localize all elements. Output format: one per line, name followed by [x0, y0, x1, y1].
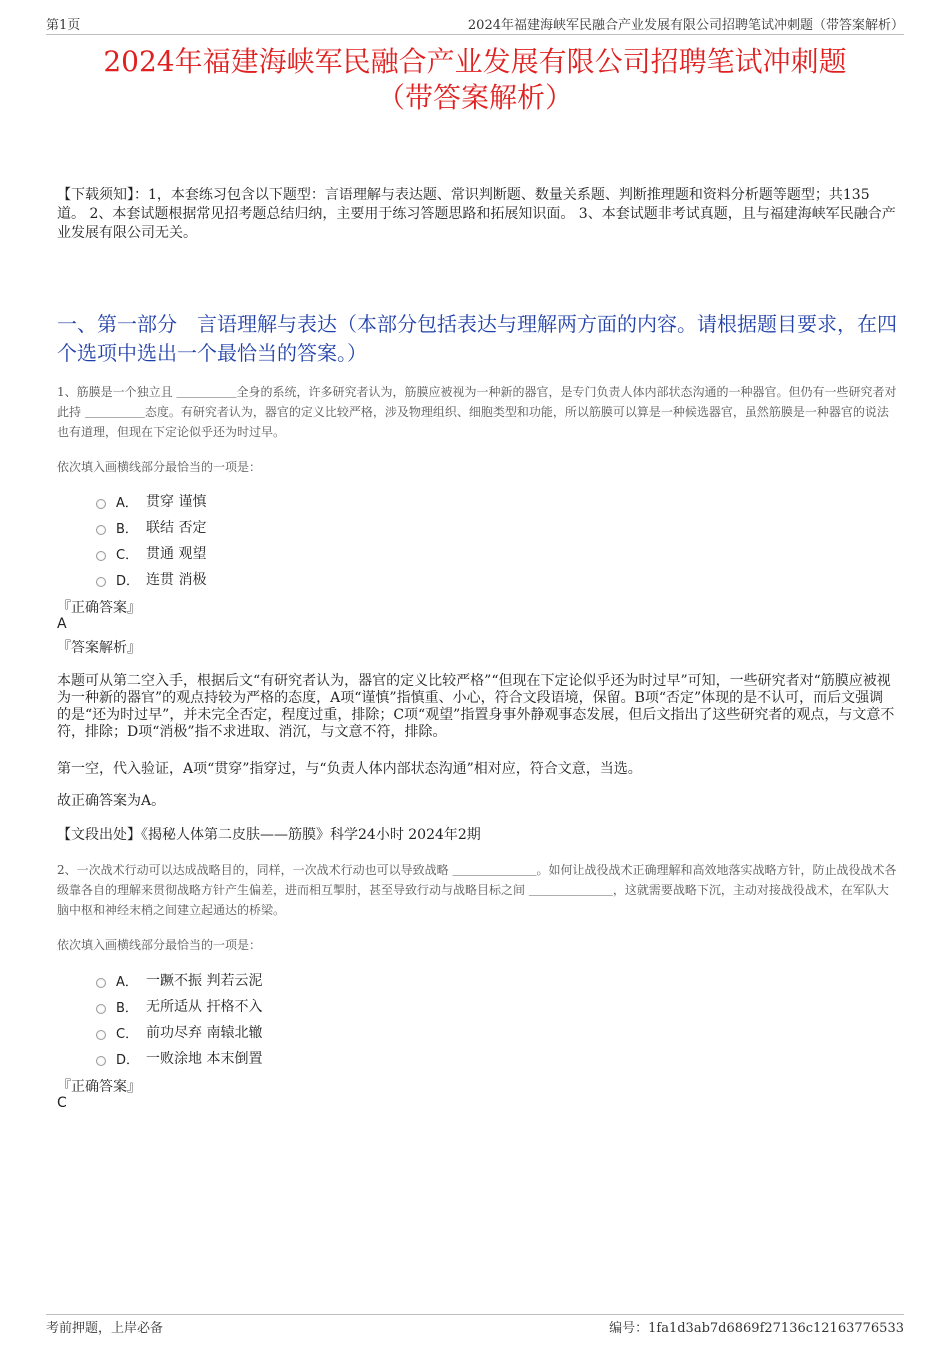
- analysis-paragraph-1: 本题可从第二空入手，根据后文“有研究者认为，器官的定义比较严格”“但现在下定论似乎还为时过早”可知，一些研究者对“筋膜应被视为一种新的器官”的观点持较为严格的态度，A项“谨慎”指慎重、小心，符合文段语境，保留。B项“否定”体现的是不认可，而后文强调的是“还为时过早”，并未完全否定，程度过重，排除；C项“观望”指置身事外静观事态发展，但后文指出了这些研究者的观点，与文意不符，排除；D项“消极”指不求进取、消沉，与文意不符，排除。: [57, 673, 895, 740]
- document-title: [40, 44, 910, 116]
- question-1-text: 1、筋膜是一个独立且 ＿＿＿＿＿全身的系统，许多研究者认为，筋膜应被视为一种新的器官，是专门负责人体内部状态沟通的一种器官。但仍有一些研究者对此持 ＿＿＿＿＿态度。有研究者认为，器官的定义比较严格，涉及物理组织、细胞类型和功能，所以筋膜可以算是一种候选器官，虽然筋膜是一种器官的说法也有道理，但现在下定论似乎还为时过早。: [57, 385, 897, 439]
- analysis-paragraph-2: 第一空，代入验证，A项“贯穿”指穿过，与“负责人体内部状态沟通”相对应，符合文意，当选。: [57, 761, 642, 777]
- question-2-prompt: 依次填入画横线部分最恰当的一项是：: [57, 938, 262, 952]
- option-letter: C．: [116, 547, 139, 563]
- option-text: 贯穿 谨慎: [146, 494, 207, 510]
- radio-icon[interactable]: [96, 1004, 106, 1014]
- page-number: 第1页: [46, 18, 81, 33]
- question-2-options: [96, 967, 262, 1071]
- radio-icon[interactable]: [96, 978, 106, 988]
- radio-icon[interactable]: [96, 499, 106, 509]
- answer-label: 『正确答案』: [57, 1079, 141, 1095]
- radio-icon[interactable]: [96, 1056, 106, 1066]
- option-text: 前功尽弃 南辕北辙: [146, 1025, 263, 1041]
- radio-icon[interactable]: [96, 525, 106, 535]
- analysis-label: 『答案解析』: [57, 640, 141, 656]
- question-1-prompt: 依次填入画横线部分最恰当的一项是：: [57, 460, 262, 474]
- option-letter: C．: [116, 1026, 139, 1042]
- option-a[interactable]: [96, 488, 206, 514]
- question-2-text: 2、一次战术行动可以达成战略目的，同样，一次战术行动也可以导致战略 ＿＿＿＿＿＿＿。如何让战役战术正确理解和高效地落实战略方针，防止战役战术各级靠各自的理解来贯彻战略方针产生偏差，进而相互掣肘，甚至导致行动与战略目标之间 ＿＿＿＿＿＿＿，这就需要战略下沉，主动对接战役战术，在军队大脑中枢和神经末梢之间建立起通达的桥梁。: [57, 863, 897, 917]
- option-letter: D．: [116, 1052, 140, 1068]
- radio-icon[interactable]: [96, 1030, 106, 1040]
- question-1-options: [96, 488, 206, 592]
- option-letter: D．: [116, 573, 140, 589]
- title-line-2: （带答案解析）: [376, 81, 573, 114]
- option-c[interactable]: [96, 540, 206, 566]
- analysis-paragraph-3: 故正确答案为A。: [57, 793, 166, 809]
- header-doc-title: 2024年福建海峡军民融合产业发展有限公司招聘笔试冲刺题（带答案解析）: [467, 18, 904, 33]
- option-text: 一败涂地 本末倒置: [146, 1051, 263, 1067]
- option-letter: B．: [116, 1000, 138, 1016]
- answer-label: 『正确答案』: [57, 600, 141, 616]
- source-citation: 【文段出处】《揭秘人体第二皮肤——筋膜》科学24小时 2024年2期: [57, 827, 481, 843]
- option-text: 贯通 观望: [146, 546, 207, 562]
- option-letter: B．: [116, 521, 138, 537]
- option-b[interactable]: [96, 993, 262, 1019]
- radio-icon[interactable]: [96, 551, 106, 561]
- option-text: 无所适从 扞格不入: [146, 999, 263, 1015]
- option-d[interactable]: [96, 566, 206, 592]
- option-text: 连贯 消极: [146, 572, 207, 588]
- option-text: 一蹶不振 判若云泥: [146, 973, 263, 989]
- option-letter: A．: [116, 974, 138, 990]
- option-b[interactable]: [96, 514, 206, 540]
- option-c[interactable]: [96, 1019, 262, 1045]
- footer-slogan: 考前押题，上岸必备: [46, 1321, 164, 1336]
- option-text: 联结 否定: [146, 520, 207, 536]
- section-heading: 一、第一部分 言语理解与表达（本部分包括表达与理解两方面的内容。请根据题目要求，在四个选项中选出一个最恰当的答案。）: [57, 312, 897, 365]
- option-d[interactable]: [96, 1045, 262, 1071]
- correct-answer: C: [57, 1095, 67, 1111]
- page-footer: [46, 1314, 904, 1337]
- download-notice: 【下载须知】：1，本套练习包含以下题型：言语理解与表达题、常识判断题、数量关系题、判断推理题和资料分析题等题型；共135道。 2、本套试题根据常见招考题总结归纳，主要用于练习答题思路和拓展知识面。 3、本套试题非考试真题，且与福建海峡军民融合产业发展有限公司无关。: [57, 187, 896, 241]
- radio-icon[interactable]: [96, 577, 106, 587]
- option-a[interactable]: [96, 967, 262, 993]
- page-header: [46, 14, 904, 35]
- title-line-1: 2024年福建海峡军民融合产业发展有限公司招聘笔试冲刺题: [103, 45, 847, 78]
- document-serial: 编号：1fa1d3ab7d6869f27136c12163776533: [609, 1321, 904, 1336]
- option-letter: A．: [116, 495, 138, 511]
- correct-answer: A: [57, 616, 67, 632]
